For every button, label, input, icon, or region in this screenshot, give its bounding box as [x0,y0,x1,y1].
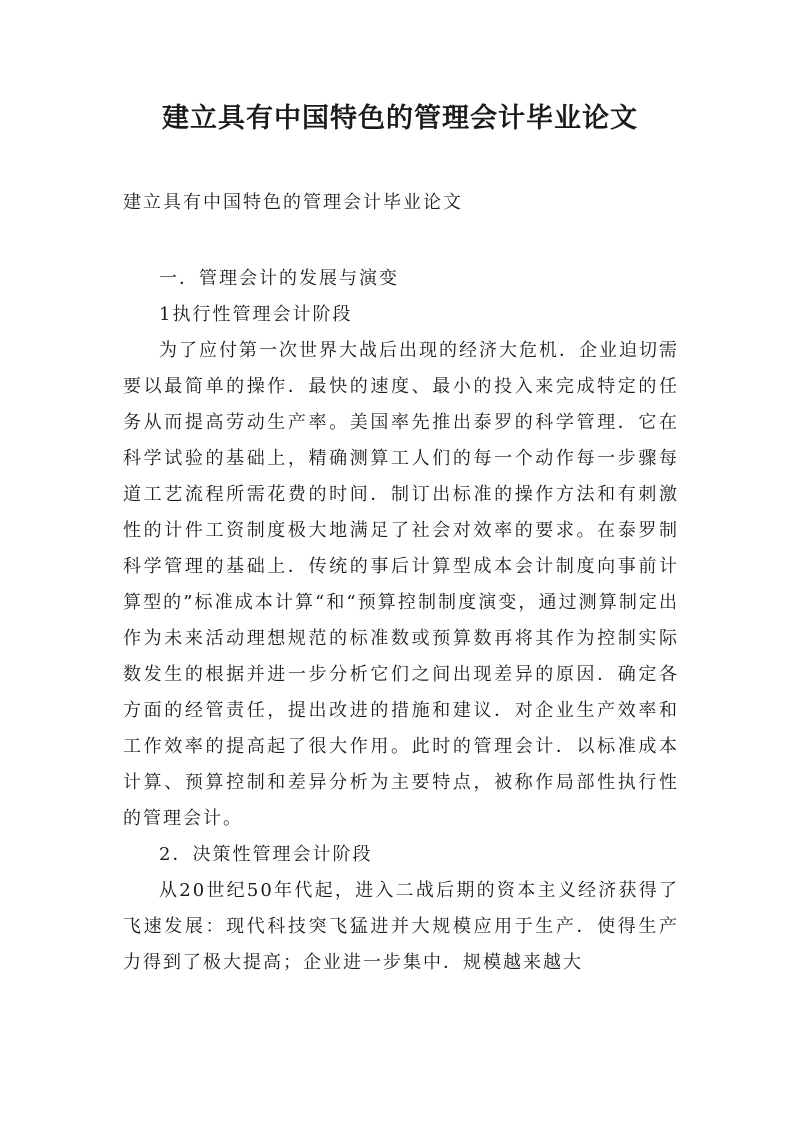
subsection-heading: 1执行性管理会计阶段 [159,304,353,325]
subsection-heading: 2．决策性管理会计阶段 [159,844,373,865]
body-paragraph: 为了应付第一次世界大战后出现的经济大危机．企业迫切需要以最简单的操作．最快的速度、最小的投入来完成特定的任务从而提高劳动生产率。美国率先推出泰罗的科学管理．它在科学试验的基础上，精确测算工人们的每一个动作每一步骤每道工艺流程所需花费的时间．制订出标准的操作方法和有刺激性的计件工资制度极大地满足了社会对效率的要求。在泰罗制科学管理的基础上．传统的事后计算型成本会计制度向事前计算型的”标准成本计算“和“预算控制制度演变，通过测算制定出作为未来活动理想规范的标准数或预算数再将其作为控制实际数发生的根据并进一步分析它们之间出现差异的原因．确定各方面的经管责任，提出改进的措施和建议．对企业生产效率和工作效率的提高起了很大作用。此时的管理会计．以标准成本计算、预算控制和差异分析为主要特点，被称作局部性执行性的管理会计。 [123,340,679,829]
document-subtitle: 建立具有中国特色的管理会计毕业论文 [123,192,463,213]
document-body [123,261,679,981]
section-heading: 一．管理会计的发展与演变 [159,268,399,289]
document-title: 建立具有中国特色的管理会计毕业论文 [162,103,638,134]
body-paragraph: 从20世纪50年代起，进入二战后期的资本主义经济获得了飞速发展：现代科技突飞猛进并大规模应用于生产．使得生产力得到了极大提高；企业进一步集中．规模越来越大 [123,880,679,973]
